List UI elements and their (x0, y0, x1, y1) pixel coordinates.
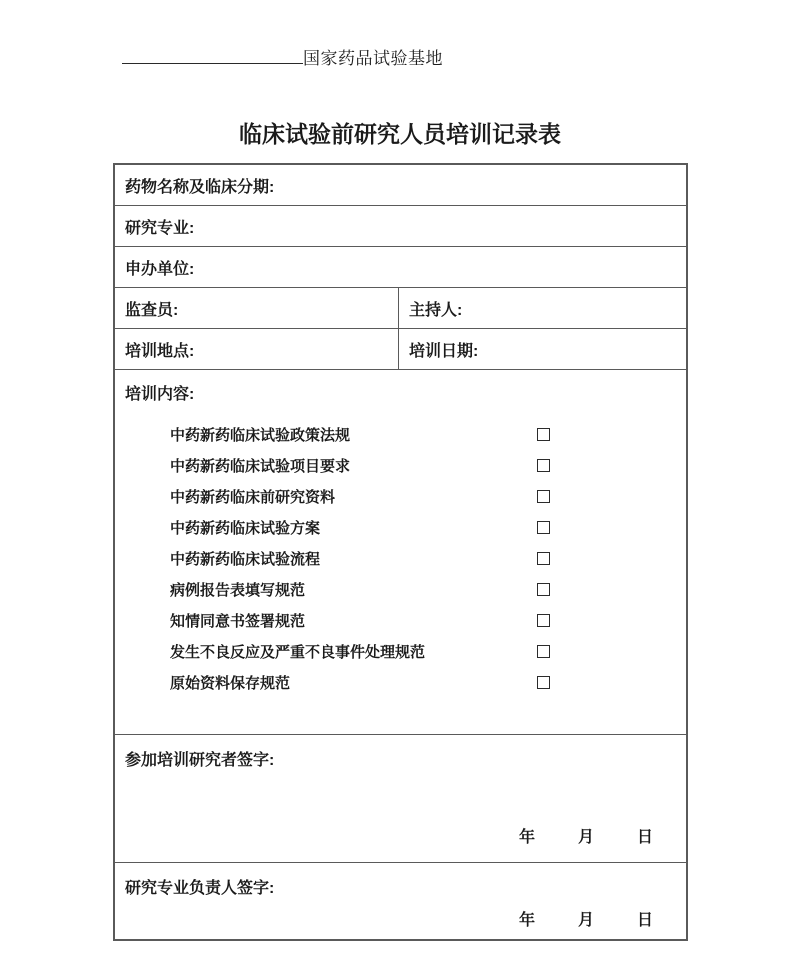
training-date-input-area[interactable] (478, 329, 686, 369)
field-row-drug-name (115, 165, 686, 206)
host-input-area[interactable] (462, 288, 686, 328)
sponsor-label: 申办单位: (125, 260, 195, 278)
training-item-checkbox[interactable] (537, 645, 550, 658)
training-item-checkbox[interactable] (537, 676, 550, 689)
date-day-label: 日 (636, 912, 653, 929)
training-record-form (113, 163, 688, 941)
host-label: 主持人: (409, 301, 463, 319)
training-item-list (170, 419, 550, 698)
training-item-row (170, 605, 550, 636)
training-item-row (170, 636, 550, 667)
training-item-checkbox[interactable] (537, 614, 550, 627)
training-item-checkbox[interactable] (537, 552, 550, 565)
training-content-section (115, 370, 686, 735)
header-site-label: 国家药品试验基地 (303, 49, 443, 68)
training-date-label: 培训日期: (409, 342, 479, 360)
date-month-label: 月 (577, 829, 594, 846)
training-item-checkbox[interactable] (537, 459, 550, 472)
drug-name-input-area[interactable] (274, 165, 686, 205)
training-item-row (170, 574, 550, 605)
training-item-label: 病例报告表填写规范 (170, 582, 306, 599)
field-row-monitor-host (115, 288, 686, 329)
date-day-label: 日 (636, 829, 653, 846)
leader-signature-label: 研究专业负责人签字: (125, 880, 275, 897)
training-item-label: 知情同意书签署规范 (170, 613, 306, 630)
field-row-location-date (115, 329, 686, 370)
training-item-row (170, 543, 550, 574)
page-title: 临床试验前研究人员培训记录表 (239, 121, 561, 147)
sponsor-input-area[interactable] (194, 247, 686, 287)
training-item-label: 中药新药临床试验项目要求 (170, 458, 351, 475)
training-item-row (170, 419, 550, 450)
drug-name-label: 药物名称及临床分期: (125, 178, 275, 196)
training-item-row (170, 481, 550, 512)
leader-signature-date-line (519, 907, 686, 930)
date-year-label: 年 (518, 912, 535, 929)
document-header (122, 44, 443, 66)
participant-signature-section (115, 735, 686, 863)
monitor-input-area[interactable] (178, 288, 398, 328)
training-item-label: 原始资料保存规范 (170, 675, 291, 692)
field-row-sponsor (115, 247, 686, 288)
training-item-checkbox[interactable] (537, 428, 550, 441)
monitor-cell (115, 288, 399, 328)
research-specialty-label: 研究专业: (125, 219, 195, 237)
training-item-label: 中药新药临床前研究资料 (170, 489, 336, 506)
training-item-label: 发生不良反应及严重不良事件处理规范 (170, 644, 426, 661)
training-item-checkbox[interactable] (537, 490, 550, 503)
monitor-label: 监查员: (125, 301, 179, 319)
training-item-checkbox[interactable] (537, 583, 550, 596)
training-date-cell (399, 329, 686, 369)
training-item-row (170, 450, 550, 481)
training-item-label: 中药新药临床试验政策法规 (170, 427, 351, 444)
header-blank-line (122, 49, 303, 64)
leader-signature-section (115, 863, 686, 939)
training-content-label: 培训内容: (125, 386, 195, 403)
training-location-cell (115, 329, 399, 369)
training-item-label: 中药新药临床试验方案 (170, 520, 321, 537)
training-location-input-area[interactable] (194, 329, 398, 369)
training-item-checkbox[interactable] (537, 521, 550, 534)
training-item-label: 中药新药临床试验流程 (170, 551, 321, 568)
date-month-label: 月 (577, 912, 594, 929)
participant-signature-date-line (519, 824, 686, 847)
field-row-research-specialty (115, 206, 686, 247)
training-item-row (170, 512, 550, 543)
training-location-label: 培训地点: (125, 342, 195, 360)
participant-signature-input-area[interactable] (115, 775, 686, 822)
training-item-row (170, 667, 550, 698)
participant-signature-label: 参加培训研究者签字: (125, 752, 275, 769)
date-year-label: 年 (518, 829, 535, 846)
research-specialty-input-area[interactable] (194, 206, 686, 246)
host-cell (399, 288, 686, 328)
